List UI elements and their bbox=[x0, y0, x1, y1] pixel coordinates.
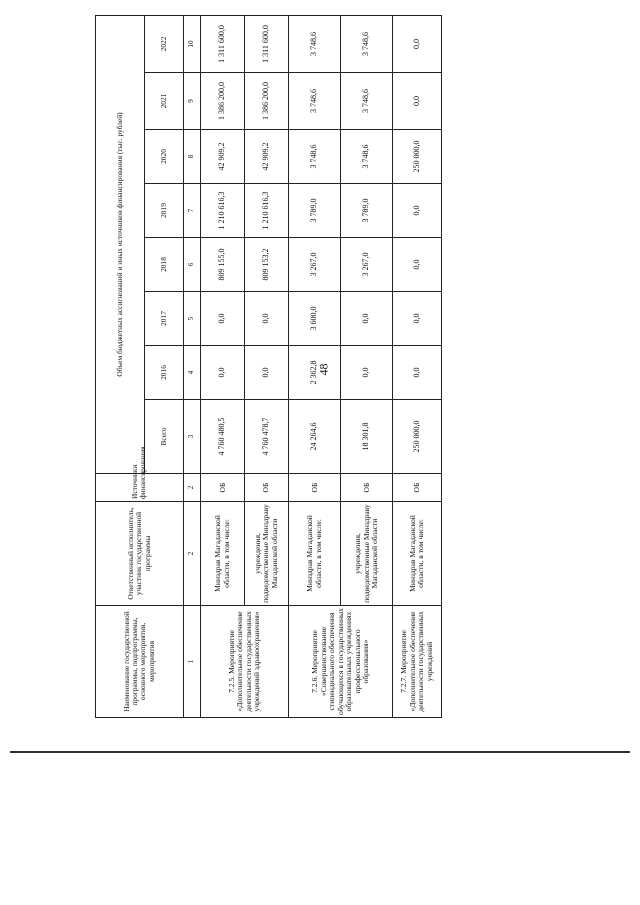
value-cell: 809 153,2 bbox=[245, 238, 289, 292]
header-source: Источники финансирования bbox=[96, 474, 184, 502]
measure-name: 7.2.6. Мероприятие «Совершенствование стипендиального обеспечения обучающихся в государственных образовательных учреждениях профессионального образования» bbox=[289, 606, 393, 718]
value-cell: 3 789,0 bbox=[289, 184, 341, 238]
value-cell: 18 301,8 bbox=[341, 400, 393, 474]
header-volume: Объем бюджетных ассигнований и иных источников финансирования (тыс. рублей) bbox=[96, 15, 145, 473]
value-cell: 809 155,0 bbox=[201, 238, 245, 292]
source-cell: ОБ bbox=[393, 474, 442, 502]
value-cell: 24 264,6 bbox=[289, 400, 341, 474]
value-cell: 4 760 480,5 bbox=[201, 400, 245, 474]
value-cell: 1 386 200,0 bbox=[245, 73, 289, 130]
executor-cell: Минздрав Магаданской области, в том числе: bbox=[201, 502, 245, 606]
value-cell: 3 267,0 bbox=[289, 238, 341, 292]
column-index: 3 bbox=[183, 400, 200, 474]
column-index: 6 bbox=[183, 238, 200, 292]
value-cell: 250 000,0 bbox=[393, 400, 442, 474]
value-cell: 0,0 bbox=[393, 73, 442, 130]
column-index: 1 bbox=[183, 606, 200, 718]
executor-cell: Минздрав Магаданской области, в том числе: bbox=[289, 502, 341, 606]
column-index: 5 bbox=[183, 292, 200, 346]
value-cell: 3 789,0 bbox=[341, 184, 393, 238]
value-cell: 3 748,6 bbox=[289, 73, 341, 130]
value-cell: 3 267,0 bbox=[341, 238, 393, 292]
value-cell: 42 909,2 bbox=[245, 130, 289, 184]
executor-cell: учреждения, подведомственные Минздраву Магаданской области bbox=[245, 502, 289, 606]
value-cell: 3 748,6 bbox=[289, 15, 341, 72]
value-cell: 0,0 bbox=[341, 292, 393, 346]
column-index: 4 bbox=[183, 346, 200, 400]
header-year: 2022 bbox=[144, 15, 183, 72]
header-name: Наименование государственной программы, подпрограммы, основного мероприятия, мероприятия bbox=[96, 606, 184, 718]
value-cell: 1 311 600,0 bbox=[245, 15, 289, 72]
measure-name: 7.2.7. Мероприятие «Дополнительное обеспечение деятельности государственных учреждений bbox=[393, 606, 442, 718]
header-year: 2018 bbox=[144, 238, 183, 292]
value-cell: 3 748,6 bbox=[341, 15, 393, 72]
value-cell: 1 386 200,0 bbox=[201, 73, 245, 130]
divider-line bbox=[10, 751, 630, 753]
value-cell: 3 748,6 bbox=[289, 130, 341, 184]
header-year: 2021 bbox=[144, 73, 183, 130]
financing-table bbox=[95, 15, 442, 718]
source-cell: ОБ bbox=[201, 474, 245, 502]
executor-cell: учреждения, подведомственные Минздраву Магаданской области bbox=[341, 502, 393, 606]
column-index: 10 bbox=[183, 15, 200, 72]
source-cell: ОБ bbox=[289, 474, 341, 502]
source-cell: ОБ bbox=[245, 474, 289, 502]
value-cell: 0,0 bbox=[393, 184, 442, 238]
value-cell: 0,0 bbox=[201, 292, 245, 346]
value-cell: 4 760 478,7 bbox=[245, 400, 289, 474]
value-cell: 3 600,0 bbox=[289, 292, 341, 346]
value-cell: 1 311 600,0 bbox=[201, 15, 245, 72]
value-cell: 250 000,0 bbox=[393, 130, 442, 184]
header-year: 2020 bbox=[144, 130, 183, 184]
table-row bbox=[289, 15, 341, 717]
value-cell: 42 909,2 bbox=[201, 130, 245, 184]
column-index: 8 bbox=[183, 130, 200, 184]
value-cell: 0,0 bbox=[393, 238, 442, 292]
value-cell: 1 210 616,3 bbox=[245, 184, 289, 238]
value-cell: 2 362,8 bbox=[289, 346, 341, 400]
header-year: 2017 bbox=[144, 292, 183, 346]
header-year: 2016 bbox=[144, 346, 183, 400]
value-cell: 0,0 bbox=[201, 346, 245, 400]
column-index-row bbox=[183, 15, 200, 717]
value-cell: 0,0 bbox=[393, 346, 442, 400]
value-cell: 0,0 bbox=[245, 292, 289, 346]
measure-name: 7.2.5. Мероприятие «Дополнительное обеспечение деятельности государственных учреждений здравоохранения» bbox=[201, 606, 289, 718]
source-cell: ОБ bbox=[341, 474, 393, 502]
column-index: 2 bbox=[183, 474, 200, 502]
column-index: 9 bbox=[183, 73, 200, 130]
header-year: 2019 bbox=[144, 184, 183, 238]
value-cell: 0,0 bbox=[245, 346, 289, 400]
rotated-table-container bbox=[95, 16, 442, 718]
value-cell: 3 748,6 bbox=[341, 130, 393, 184]
table-row bbox=[201, 15, 245, 717]
column-index: 2 bbox=[183, 502, 200, 606]
value-cell: 1 210 616,3 bbox=[201, 184, 245, 238]
value-cell: 0,0 bbox=[393, 15, 442, 72]
page-number: 48 bbox=[316, 363, 331, 376]
header-executor: Ответственный исполнитель, участник государственной программы bbox=[96, 502, 184, 606]
table-row bbox=[393, 15, 442, 717]
value-cell: 0,0 bbox=[393, 292, 442, 346]
executor-cell: Минздрав Магаданской области, в том числе: bbox=[393, 502, 442, 606]
header-total: Всего bbox=[144, 400, 183, 474]
value-cell: 3 748,6 bbox=[341, 73, 393, 130]
column-index: 7 bbox=[183, 184, 200, 238]
value-cell: 0,0 bbox=[341, 346, 393, 400]
